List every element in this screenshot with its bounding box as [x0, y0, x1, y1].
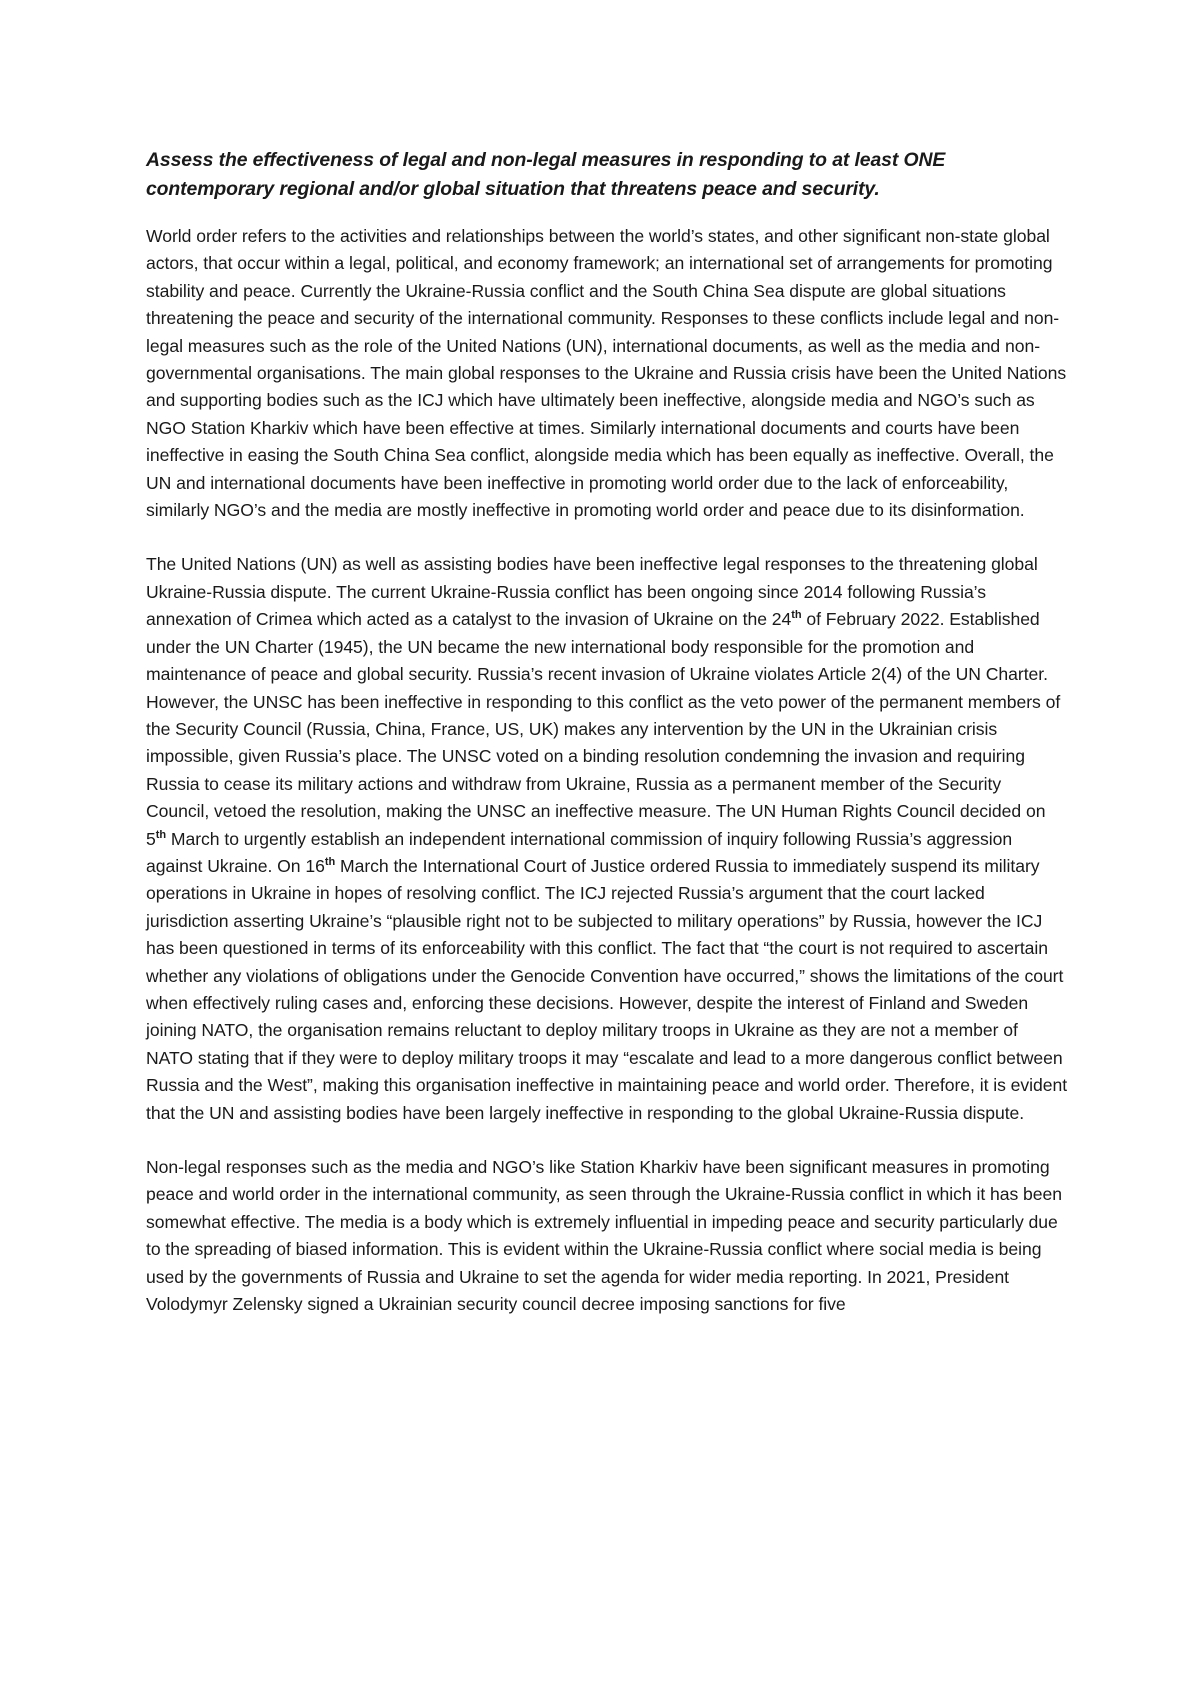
ordinal-suffix: th: [155, 828, 167, 841]
ordinal-suffix: th: [324, 855, 336, 868]
ordinal-suffix: th: [791, 609, 802, 622]
paragraph-text: The United Nations (UN) as well as assisting bodies have been ineffective legal responses to the threatening global Ukraine-Russia dispute. The current Ukraine-Russia conflict has been ongoing since 2014 following Russia’s annexation of Crimea which acted as a catalyst to the invasion of Ukraine on the 24: [146, 554, 1038, 630]
paragraph-un-response: [146, 551, 1068, 1127]
document-body: [146, 146, 1068, 1345]
paragraph-text: March to urgently establish an independent international commission of inquiry following Russia’s aggression against Ukraine. On 16: [146, 828, 1013, 876]
paragraph-text: March the International Court of Justice ordered Russia to immediately suspend its military operations in Ukraine in hopes of resolving conflict. The ICJ rejected Russia’s argument that the court lacked jurisdiction asserting Ukraine’s “plausible right not to be subjected to military operations” by Russia, however the ICJ has been questioned in terms of its enforceability with this conflict. The fact that “the court is not required to ascertain whether any violations of obligations under the Genocide Convention have occurred,” shows the limitations of the court when effectively ruling cases and, enforcing these decisions. However, despite the interest of Finland and Sweden joining NATO, the organisation remains reluctant to deploy military troops in Ukraine as they are not a member of NATO stating that if they were to deploy military troops it may “escalate and lead to a more dangerous conflict between Russia and the West”, making this organisation ineffective in maintaining peace and world order. Therefore, it is evident that the UN and assisting bodies have been largely ineffective in responding to the global Ukraine-Russia dispute.: [146, 855, 1068, 1123]
paragraph-introduction: World order refers to the activities and relationships between the world’s states, and other significant non-state global actors, that occur within a legal, political, and economy framework; an international set of arrangements for promoting stability and peace. Currently the Ukraine-Russia conflict and the South China Sea dispute are global situations threatening the peace and security of the international community. Responses to these conflicts include legal and non-legal measures such as the role of the United Nations (UN), international documents, as well as the media and non-governmental organisations. The main global responses to the Ukraine and Russia crisis have been the United Nations and supporting bodies such as the ICJ which have ultimately been ineffective, alongside media and NGO’s such as NGO Station Kharkiv which have been effective at times. Similarly international documents and courts have been ineffective in easing the South China Sea conflict, alongside media which has been equally as ineffective. Overall, the UN and international documents have been ineffective in promoting world order due to the lack of enforceability, similarly NGO’s and the media are mostly ineffective in promoting world order and peace due to its disinformation.: [146, 226, 1067, 521]
paragraph-non-legal-responses: Non-legal responses such as the media and NGO’s like Station Kharkiv have been significant measures in promoting peace and world order in the international community, as seen through the Ukraine-Russia conflict in which it has been somewhat effective. The media is a body which is extremely influential in impeding peace and security particularly due to the spreading of biased information. This is evident within the Ukraine-Russia conflict where social media is being used by the governments of Russia and Ukraine to set the agenda for wider media reporting. In 2021, President Volodymyr Zelensky signed a Ukrainian security council decree imposing sanctions for five: [146, 1157, 1062, 1315]
essay-question-heading: Assess the effectiveness of legal and non-legal measures in responding to at least ONE contemporary regional and/or global situation that threatens peace and security.: [146, 149, 946, 200]
paragraph-text: of February 2022. Established under the UN Charter (1945), the UN became the new international body responsible for the promotion and maintenance of peace and global security. Russia’s recent invasion of Ukraine violates Article 2(4) of the UN Charter. However, the UNSC has been ineffective in responding to this conflict as the veto power of the permanent members of the Security Council (Russia, China, France, US, UK) makes any intervention by the UN in the Ukrainian crisis impossible, given Russia’s place. The UNSC voted on a binding resolution condemning the invasion and requiring Russia to cease its military actions and withdraw from Ukraine, Russia as a permanent member of the Security Council, vetoed the resolution, making the UNSC an ineffective measure. The UN Human Rights Council decided on 5: [146, 609, 1061, 849]
